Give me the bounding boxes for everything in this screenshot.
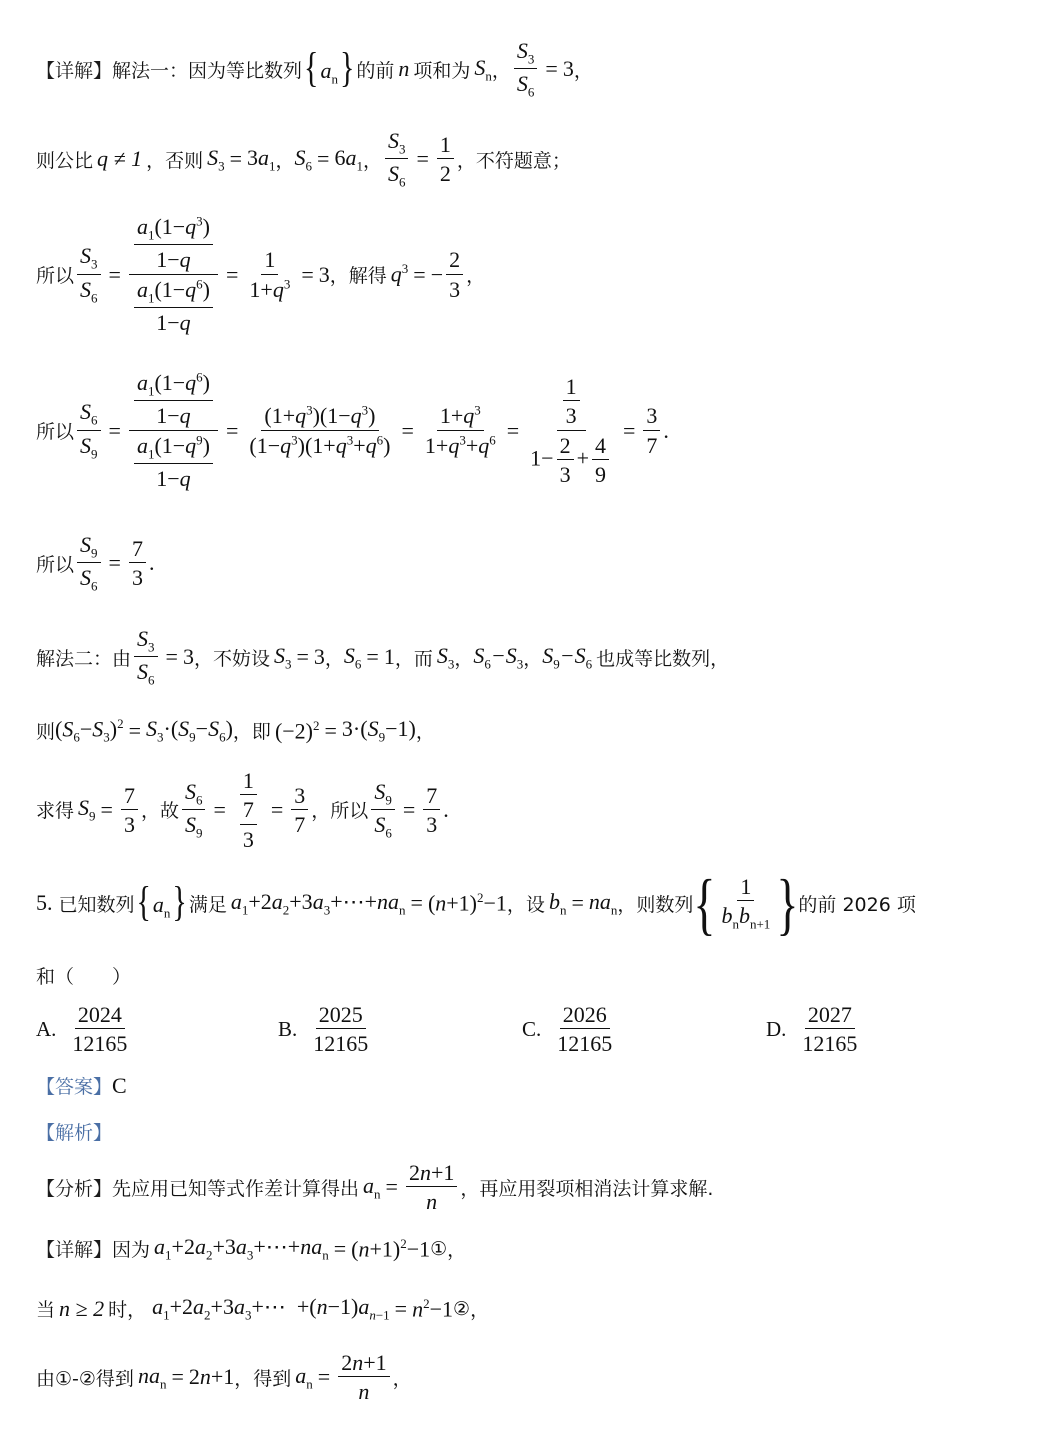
answer-line (36, 1072, 127, 1099)
fenxi-line: 【分析】 先应用已知等式作差计算得出 $a_n$ = $\frac{2n+1}{n}$ ，再应用裂项相消法计算求解. (36, 1160, 714, 1215)
sol1-line3: 所以 $\frac{S_3}{S_6}$ = $\frac{\frac{a_1(1-q^3)}{1-q}}{\frac{a_1(1-q^6)}{1-q}}$ = $\frac{1}{1+q^3}$ = 3 ，解得 $q^3$ = − $\frac{2}{3}$ ， (36, 213, 486, 335)
sol1-intro: 解法一：因为等比数列 (112, 59, 303, 82)
sol2-line2: 则 $(S_6-S_3)^2$ = $S_3\cdot(S_9-S_6)$ ，即 $(-2)^2$ = $3\cdot(S_9-1)$ ， (36, 716, 435, 745)
sol2-line3: 求得 $S_9$ = $\frac{7}{3}$ ，故 $\frac{S_6}{S_9}$ = $\frac{1}{\frac{7}{3}}$ = $\frac{3}{7}$ ，所以 $\frac{S_9}{S_6}$ = $\frac{7}{3}$ . (36, 768, 449, 852)
sol1-line4: 所以 $\frac{S_6}{S_9}$ = $\frac{\frac{a_1(1-q^6)}{1-q}}{\frac{a_1(1-q^9)}{1-q}}$ = $\frac{(1+q^3)(1-q^3)}{(1-q^3)(1+q^3+q^6)}$ = $\frac{1+q^3}{1+q^3+q^6}$ = $\frac{1}{3}$ 1− $\frac{2}{3}$ + $\frac{4}{9}$ = $\frac{3}{7}$ . (36, 369, 669, 491)
choice-b[interactable]: B. $\frac{2025}{12165}$ (278, 1002, 369, 1057)
sol1-final: 所以 $\frac{S_9}{S_6}$ = $\frac{7}{3}$ . (36, 532, 155, 594)
detail-tag: 【详解】 (36, 59, 113, 82)
answer-tag: 【答案】 (36, 1076, 113, 1098)
sol1-line2: 则公比 q ≠ 1 ，否则 $S_3$ = $3a_1$ ， $S_6$ = $6a_1$ ， $\frac{S_3}{S_6}$ = $\frac{1}{2}$ ， 不符题意； (36, 128, 571, 190)
detail-line3: 由①-②得到 $na_n$ = 2n+1 ，得到 $a_n$ = $\frac{2n+1}{n}$ ， (36, 1350, 412, 1405)
question-5: 5. 已知数列 $\{a_n\}$ 满足 $a_1+2a_2+3a_3+\cdots+na_n$ = $(n+1)^2-1$ ，设 $b_n$ = $na_n$ ，则数列 { $\frac{1}{b_nb_{n+1}}$ } 的前 2026 项 (36, 865, 916, 942)
choice-d[interactable]: D. $\frac{2027}{12165}$ (766, 1002, 858, 1057)
question-5-cont: 和（ ） (36, 966, 132, 988)
sol2-line1: 解法二：由 $\frac{S_3}{S_6}$ = 3 ，不妨设 $S_3$ = 3 ， $S_6$ = 1 ，而 $S_3$ ， $S_6-S_3$ ， $S_9-S_6$ 也成等比数列， (36, 626, 730, 688)
detail-line1: 【详解】 因为 $a_1+2a_2+3a_3+\cdots+na_n$ = $(n+1)^2-1$ ① ， (36, 1234, 467, 1263)
analysis-tag: 【解析】 (36, 1122, 113, 1144)
choice-a[interactable]: A. $\frac{2024}{12165}$ (36, 1002, 128, 1057)
choice-c[interactable]: C. $\frac{2026}{12165}$ (522, 1002, 613, 1057)
answer-value: C (112, 1072, 127, 1098)
analysis-line (36, 1118, 112, 1145)
detail-line2: 当 n ≥ 2 时， $a_1+2a_2+3a_3+\cdots +(n-1)a_{n-1}$ = $n^2-1$ ② ， (36, 1294, 490, 1323)
sol1-line1: 【详解】 解法一：因为等比数列 $\{a_n\}$ 的前 n 项和为 $S_n$ ， $\frac{S_3}{S_6}$ = 3 ， (36, 38, 593, 100)
